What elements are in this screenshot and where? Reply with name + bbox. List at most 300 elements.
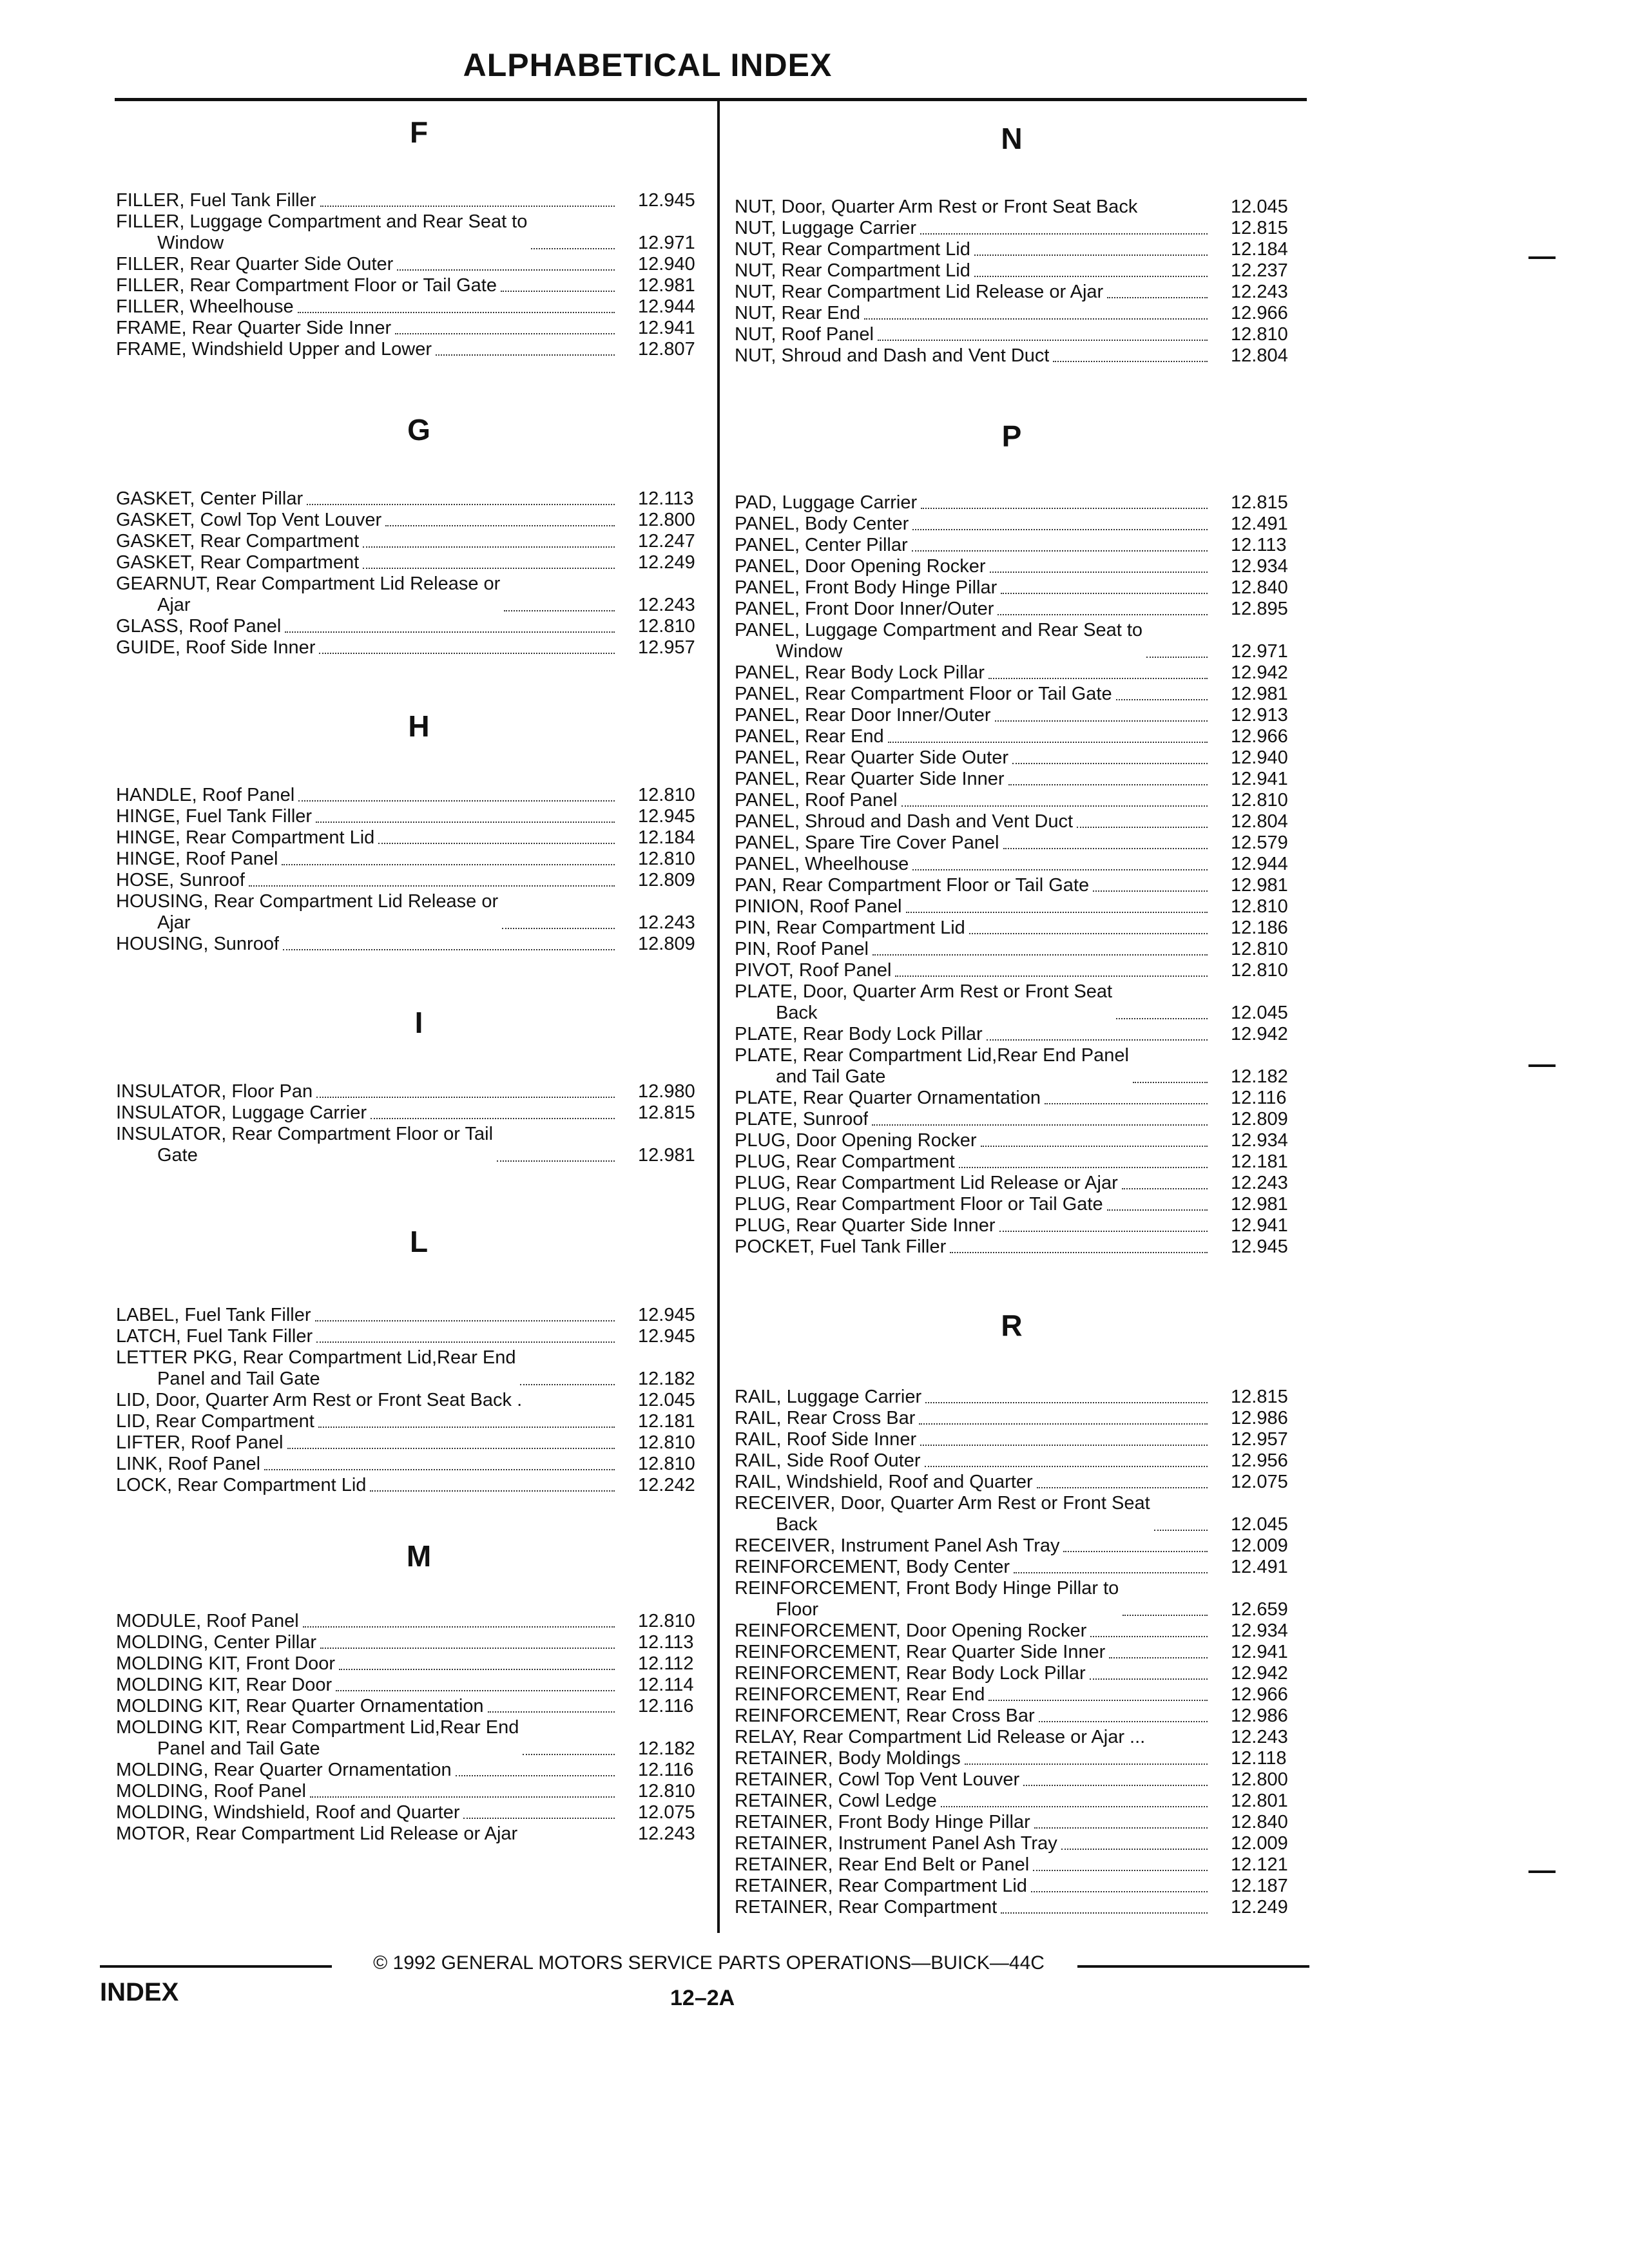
index-term-continuation: Back: [776, 1514, 818, 1535]
index-page-ref: 12.804: [1231, 345, 1288, 366]
footer-rule-right: [1077, 1965, 1309, 1968]
index-entry: [116, 211, 709, 254]
index-entry: [735, 769, 1302, 790]
index-term-text: LATCH, Fuel Tank Filler: [116, 1326, 313, 1347]
index-term: [735, 811, 1073, 832]
index-term-text: RETAINER, Body Moldings: [735, 1748, 961, 1769]
index-entry: [735, 1769, 1302, 1791]
index-page-ref: 12.895: [1231, 599, 1288, 619]
section-letter: G: [407, 413, 430, 447]
dot-leader: [998, 614, 1208, 615]
dot-leader: [1031, 1891, 1208, 1892]
index-term: [735, 1194, 1103, 1215]
dot-leader: [1154, 1530, 1208, 1531]
index-term-text: HINGE, Fuel Tank Filler: [116, 806, 313, 827]
index-page-ref: 12.957: [1231, 1429, 1288, 1450]
index-term: [735, 492, 917, 514]
index-term: [735, 832, 999, 854]
index-entry: [116, 1454, 709, 1475]
dot-leader: [919, 1423, 1208, 1425]
index-page-ref: 12.804: [1231, 811, 1288, 832]
index-term: [116, 296, 294, 318]
index-entry: [116, 552, 709, 573]
index-term: [116, 1760, 452, 1781]
dot-leader: [878, 340, 1208, 341]
index-page-ref: 12.810: [1231, 960, 1288, 981]
index-entry: [735, 1088, 1302, 1109]
index-term: [735, 218, 916, 239]
index-term: [735, 1578, 1119, 1620]
index-entry: [735, 1791, 1302, 1812]
dot-leader: [298, 800, 615, 802]
section-letter: M: [406, 1539, 432, 1573]
index-entry: [735, 1194, 1302, 1215]
index-entry: [116, 806, 709, 827]
index-term-continuation: Panel and Tail Gate: [157, 1738, 320, 1759]
dot-leader: [950, 1252, 1208, 1253]
dot-leader: [974, 255, 1208, 256]
index-page-ref: 12.945: [1231, 1236, 1288, 1257]
dot-leader: [895, 975, 1208, 977]
index-page-ref: 12.942: [1231, 1663, 1288, 1684]
index-page-ref: 12.815: [638, 1102, 695, 1123]
dot-leader: [1037, 1487, 1208, 1488]
index-page-ref: 12.182: [638, 1738, 695, 1759]
dot-leader: [488, 1711, 615, 1713]
index-page-ref: 12.243: [638, 1823, 695, 1844]
index-entry: [116, 849, 709, 870]
index-term-text: POCKET, Fuel Tank Filler: [735, 1236, 947, 1257]
index-page-ref: 12.934: [1231, 556, 1288, 577]
index-page-ref: 12.800: [1231, 1769, 1288, 1790]
index-term: [116, 318, 391, 339]
index-term-text: REINFORCEMENT, Door Opening Rocker: [735, 1620, 1087, 1641]
index-term: [735, 514, 909, 535]
index-term: [735, 1045, 1129, 1088]
index-term-text: FILLER, Rear Quarter Side Outer: [116, 254, 394, 274]
index-entry: [116, 1675, 709, 1696]
index-page-ref: 12.009: [1231, 1535, 1288, 1556]
dot-leader: [912, 529, 1208, 530]
index-term-continuation: Ajar: [157, 595, 191, 615]
index-term: [735, 197, 1137, 218]
index-page-ref: 12.243: [1231, 1173, 1288, 1193]
dot-leader: [864, 318, 1208, 320]
index-term: [735, 1854, 1029, 1876]
index-term: [116, 190, 316, 211]
index-page-ref: 12.942: [1231, 1024, 1288, 1044]
index-term: [116, 849, 278, 870]
index-page-ref: 12.807: [638, 339, 695, 360]
index-term-text: INSULATOR, Rear Compartment Floor or Tail: [116, 1124, 494, 1144]
index-section-l: [116, 1305, 709, 1496]
index-entry: [116, 1781, 709, 1802]
index-term: [116, 870, 245, 891]
index-term: [116, 1102, 367, 1124]
index-term-text: RETAINER, Rear Compartment Lid: [735, 1876, 1027, 1896]
index-entry: [116, 1653, 709, 1675]
index-term-text: PLUG, Rear Compartment Lid Release or Ajar: [735, 1173, 1118, 1193]
index-term-text: MOLDING, Roof Panel: [116, 1781, 306, 1802]
index-entry: [735, 1727, 1302, 1748]
index-page-ref: 12.944: [1231, 854, 1288, 874]
index-entry: [735, 239, 1302, 260]
index-page-ref: 12.981: [1231, 684, 1288, 704]
index-term: [735, 684, 1112, 705]
index-term: [735, 620, 1142, 662]
index-page-ref: 12.187: [1231, 1876, 1288, 1896]
index-term: [735, 282, 1103, 303]
index-term: [116, 616, 281, 637]
index-term-text: NUT, Rear Compartment Lid Release or Ajar: [735, 282, 1104, 302]
index-term: [735, 1151, 955, 1173]
index-term: [116, 1305, 311, 1326]
index-section-r: [735, 1387, 1302, 1918]
index-term: [735, 790, 898, 811]
index-entry: [735, 1833, 1302, 1854]
dot-leader: [523, 1754, 615, 1755]
dot-leader: [287, 1448, 615, 1449]
index-term: [116, 1475, 366, 1496]
dot-leader: [307, 504, 615, 505]
dot-leader: [319, 653, 615, 654]
index-term: [735, 556, 986, 577]
index-page-ref: 12.243: [1231, 282, 1288, 302]
index-entry: [735, 218, 1302, 239]
index-page-ref: 12.800: [638, 510, 695, 530]
index-term: [116, 1326, 313, 1347]
index-term: [735, 981, 1112, 1024]
index-term: [116, 275, 497, 296]
dot-leader: [981, 1146, 1208, 1147]
index-entry: [735, 960, 1302, 981]
index-page-ref: 12.491: [1231, 514, 1288, 534]
index-term-text: PLATE, Door, Quarter Arm Rest or Front Seat: [735, 981, 1113, 1002]
index-page-ref: 12.182: [638, 1369, 695, 1389]
index-page-ref: 12.009: [1231, 1833, 1288, 1854]
index-page-ref: 12.810: [638, 849, 695, 869]
index-term-text: PIN, Rear Compartment Lid: [735, 918, 965, 938]
index-term-text: RECEIVER, Door, Quarter Arm Rest or Front Seat: [735, 1493, 1150, 1514]
index-entry: [735, 1557, 1302, 1578]
index-page-ref: 12.121: [1231, 1854, 1288, 1875]
index-term-text: REINFORCEMENT, Rear Cross Bar: [735, 1706, 1035, 1726]
index-entry: [735, 918, 1302, 939]
dot-leader: [1063, 1551, 1208, 1552]
index-page-ref: 12.810: [638, 785, 695, 805]
index-term-text: MOLDING KIT, Front Door: [116, 1653, 336, 1674]
index-term-text: PLATE, Rear Quarter Ornamentation: [735, 1088, 1041, 1108]
index-entry: [735, 1024, 1302, 1045]
index-entry: [116, 934, 709, 955]
index-term-text: MOLDING, Center Pillar: [116, 1632, 317, 1653]
index-entry: [116, 1102, 709, 1124]
index-term-text: FILLER, Luggage Compartment and Rear Seat to: [116, 211, 528, 232]
index-entry: [116, 296, 709, 318]
index-entry: [735, 1620, 1302, 1642]
index-entry: [116, 531, 709, 552]
index-term: [735, 1535, 1059, 1557]
index-term: [735, 1173, 1118, 1194]
index-page-ref: 12.809: [638, 934, 695, 954]
index-term-text: PANEL, Front Body Hinge Pillar: [735, 577, 998, 598]
index-entry: [116, 190, 709, 211]
index-term-text: FILLER, Rear Compartment Floor or Tail Gate: [116, 275, 497, 296]
section-letter: L: [409, 1225, 429, 1258]
index-term: [116, 1675, 332, 1696]
index-term: [735, 1684, 985, 1706]
index-entry: [116, 1390, 709, 1411]
index-term-text: NUT, Rear End: [735, 303, 861, 323]
section-letter: H: [408, 709, 430, 743]
column-divider: [717, 100, 720, 1933]
index-term: [735, 1450, 921, 1472]
index-term: [116, 1611, 299, 1632]
index-page-ref: 12.934: [1231, 1620, 1288, 1641]
index-term-text: PLUG, Rear Compartment Floor or Tail Gate: [735, 1194, 1103, 1215]
index-term: [116, 1432, 284, 1454]
dot-leader: [1053, 361, 1208, 362]
footer-page-number: 12–2A: [670, 1986, 735, 2010]
index-term-text: NUT, Roof Panel: [735, 324, 874, 345]
index-entry: [116, 1475, 709, 1496]
index-term-text: FILLER, Fuel Tank Filler: [116, 190, 316, 211]
index-term: [735, 896, 902, 918]
index-page-ref: 12.810: [1231, 324, 1288, 345]
index-term-text: PANEL, Body Center: [735, 514, 909, 534]
index-page-ref: 12.809: [1231, 1109, 1288, 1129]
index-entry: [116, 339, 709, 360]
section-letter: I: [414, 1006, 423, 1039]
index-page-ref: 12.809: [638, 870, 695, 890]
index-term-continuation: Floor: [776, 1599, 819, 1620]
index-term-text: INSULATOR, Floor Pan: [116, 1081, 313, 1102]
index-page-ref: 12.045: [638, 1390, 695, 1410]
index-page-ref: 12.243: [638, 912, 695, 933]
dot-leader: [303, 1626, 615, 1628]
index-term-text: LETTER PKG, Rear Compartment Lid,Rear End: [116, 1347, 516, 1368]
index-entry: [116, 1124, 709, 1166]
dot-leader: [1107, 1209, 1208, 1211]
index-page-ref: 12.810: [1231, 896, 1288, 917]
index-page-ref: 12.116: [638, 1696, 694, 1716]
dot-leader: [925, 1466, 1208, 1467]
index-section-n: [735, 197, 1302, 367]
index-entry: [735, 556, 1302, 577]
dot-leader: [1001, 593, 1208, 594]
dot-leader: [1123, 1615, 1208, 1616]
index-entry: [116, 1305, 709, 1326]
dot-leader: [920, 233, 1208, 235]
index-term: [735, 303, 860, 324]
index-term: [735, 324, 874, 345]
index-term-text: RETAINER, Rear Compartment: [735, 1897, 998, 1917]
index-term: [116, 488, 303, 510]
dot-leader: [988, 678, 1208, 679]
index-term: [735, 239, 970, 260]
index-term: [116, 254, 393, 275]
index-term-text: NUT, Shroud and Dash and Vent Duct: [735, 345, 1050, 366]
index-term-text: PLUG, Rear Compartment: [735, 1151, 955, 1172]
index-term-text: RETAINER, Cowl Ledge: [735, 1791, 937, 1811]
dot-leader: [316, 1097, 615, 1098]
index-term: [735, 1408, 915, 1429]
index-term-text: MOLDING KIT, Rear Quarter Ornamentation: [116, 1696, 484, 1716]
index-page-ref: 12.045: [1231, 1514, 1288, 1535]
index-term: [735, 1088, 1041, 1109]
index-entry: [116, 1347, 709, 1390]
index-term: [735, 1812, 1030, 1833]
dot-leader: [1003, 848, 1208, 849]
index-term-text: HOUSING, Rear Compartment Lid Release or: [116, 891, 499, 912]
index-entry: [735, 1493, 1302, 1535]
index-term: [116, 785, 294, 806]
index-term-text: GASKET, Cowl Top Vent Louver: [116, 510, 382, 530]
dot-leader: [436, 354, 615, 356]
dot-leader: [282, 864, 615, 865]
index-term-text: NUT, Rear Compartment Lid: [735, 239, 970, 260]
index-term-text: RETAINER, Front Body Hinge Pillar: [735, 1812, 1030, 1832]
index-page-ref: 12.986: [1231, 1706, 1288, 1726]
index-section-f: [116, 190, 709, 360]
index-term-text: PLATE, Sunroof: [735, 1109, 869, 1129]
index-page-ref: 12.840: [1231, 1812, 1288, 1832]
index-page-ref: 12.810: [1231, 790, 1288, 811]
dot-leader: [316, 1341, 615, 1343]
index-term-continuation: Window: [776, 641, 843, 662]
index-term: [735, 1215, 996, 1236]
index-term-text: NUT, Door, Quarter Arm Rest or Front Seat Back: [735, 197, 1138, 217]
index-term-text: RELAY, Rear Compartment Lid Release or Ajar ...: [735, 1727, 1146, 1747]
dot-leader: [497, 1160, 615, 1162]
dot-leader: [249, 885, 615, 887]
index-term: [735, 1748, 961, 1769]
dot-leader: [501, 291, 615, 292]
dot-leader: [1090, 1678, 1208, 1680]
index-entry: [116, 870, 709, 891]
index-term: [735, 1642, 1105, 1663]
dot-leader: [1001, 1912, 1208, 1914]
index-page-ref: 12.249: [638, 552, 695, 573]
index-entry: [735, 1876, 1302, 1897]
index-entry: [735, 854, 1302, 875]
index-page-ref: 12.116: [1231, 1088, 1287, 1108]
index-page-ref: 12.966: [1231, 303, 1288, 323]
index-term-text: PLATE, Rear Body Lock Pillar: [735, 1024, 983, 1044]
index-entry: [735, 577, 1302, 599]
index-term-text: PANEL, Door Opening Rocker: [735, 556, 986, 577]
index-page-ref: 12.118: [1231, 1748, 1287, 1769]
index-term: [735, 1024, 983, 1045]
index-page-ref: 12.184: [638, 827, 695, 848]
index-entry: [735, 1215, 1302, 1236]
index-term: [735, 1130, 977, 1151]
index-entry: [116, 1611, 709, 1632]
dot-leader: [310, 1796, 615, 1798]
index-term-text: REINFORCEMENT, Rear End: [735, 1684, 985, 1705]
dot-leader: [318, 1427, 615, 1428]
dot-leader: [1034, 1827, 1208, 1829]
index-term: [116, 806, 312, 827]
index-term: [735, 577, 997, 599]
index-page-ref: 12.114: [638, 1675, 694, 1695]
index-page-ref: 12.491: [1231, 1557, 1288, 1577]
index-term-text: HINGE, Roof Panel: [116, 849, 278, 869]
index-term-text: MOLDING, Windshield, Roof and Quarter: [116, 1802, 460, 1823]
index-page-ref: 12.243: [1231, 1727, 1288, 1747]
header-rule: [115, 98, 1307, 101]
index-entry: [116, 510, 709, 531]
index-entry: [735, 1408, 1302, 1429]
dot-leader: [906, 912, 1208, 913]
dot-leader: [456, 1775, 615, 1776]
index-term-continuation: Window: [157, 233, 224, 253]
index-page-ref: 12.934: [1231, 1130, 1288, 1151]
index-term: [735, 769, 1005, 790]
dot-leader: [1109, 1657, 1208, 1658]
index-term-text: RAIL, Luggage Carrier: [735, 1387, 922, 1407]
index-term: [735, 726, 884, 747]
index-term: [116, 1632, 316, 1653]
index-entry: [735, 303, 1302, 324]
index-term: [735, 260, 970, 282]
index-page-ref: 12.945: [638, 1326, 695, 1347]
dot-leader: [901, 805, 1208, 807]
dot-leader: [320, 1648, 615, 1649]
dot-leader: [504, 610, 615, 611]
dot-leader: [264, 1469, 615, 1470]
margin-mark: [1528, 1064, 1556, 1067]
index-term-text: PAN, Rear Compartment Floor or Tail Gate: [735, 875, 1090, 896]
index-term: [116, 211, 527, 254]
dot-leader: [988, 1700, 1208, 1701]
index-page-ref: 12.940: [638, 254, 695, 274]
index-term: [735, 1769, 1019, 1791]
index-page-ref: 12.659: [1231, 1599, 1288, 1620]
footer-copyright: © 1992 GENERAL MOTORS SERVICE PARTS OPERATIONS—BUICK—44C: [373, 1952, 1045, 1974]
index-entry: [735, 1854, 1302, 1876]
index-page-ref: 12.810: [638, 616, 695, 637]
index-entry: [116, 1432, 709, 1454]
index-term-text: REINFORCEMENT, Rear Body Lock Pillar: [735, 1663, 1086, 1684]
dot-leader: [316, 822, 615, 823]
index-page-ref: 12.840: [1231, 577, 1288, 598]
index-entry: [735, 726, 1302, 747]
dot-leader: [1033, 1870, 1208, 1871]
index-term: [735, 747, 1008, 769]
index-term-text: PIVOT, Roof Panel: [735, 960, 892, 981]
index-entry: [735, 282, 1302, 303]
dot-leader: [987, 1039, 1208, 1041]
index-term-text: PLUG, Door Opening Rocker: [735, 1130, 977, 1151]
index-entry: [116, 827, 709, 849]
index-page-ref: 12.815: [1231, 492, 1288, 513]
index-term: [116, 552, 359, 573]
index-term: [116, 1653, 335, 1675]
dot-leader: [872, 954, 1208, 956]
index-term: [735, 939, 869, 960]
index-term: [735, 1429, 916, 1450]
index-term: [116, 934, 279, 955]
index-page-ref: 12.810: [638, 1781, 695, 1802]
index-term-continuation: Back: [776, 1003, 818, 1023]
dot-leader: [370, 1490, 615, 1492]
index-entry: [735, 535, 1302, 556]
index-term: [116, 510, 381, 531]
index-entry: [735, 1684, 1302, 1706]
index-page-ref: 12.971: [1231, 641, 1288, 662]
index-page-ref: 12.181: [1231, 1151, 1288, 1172]
